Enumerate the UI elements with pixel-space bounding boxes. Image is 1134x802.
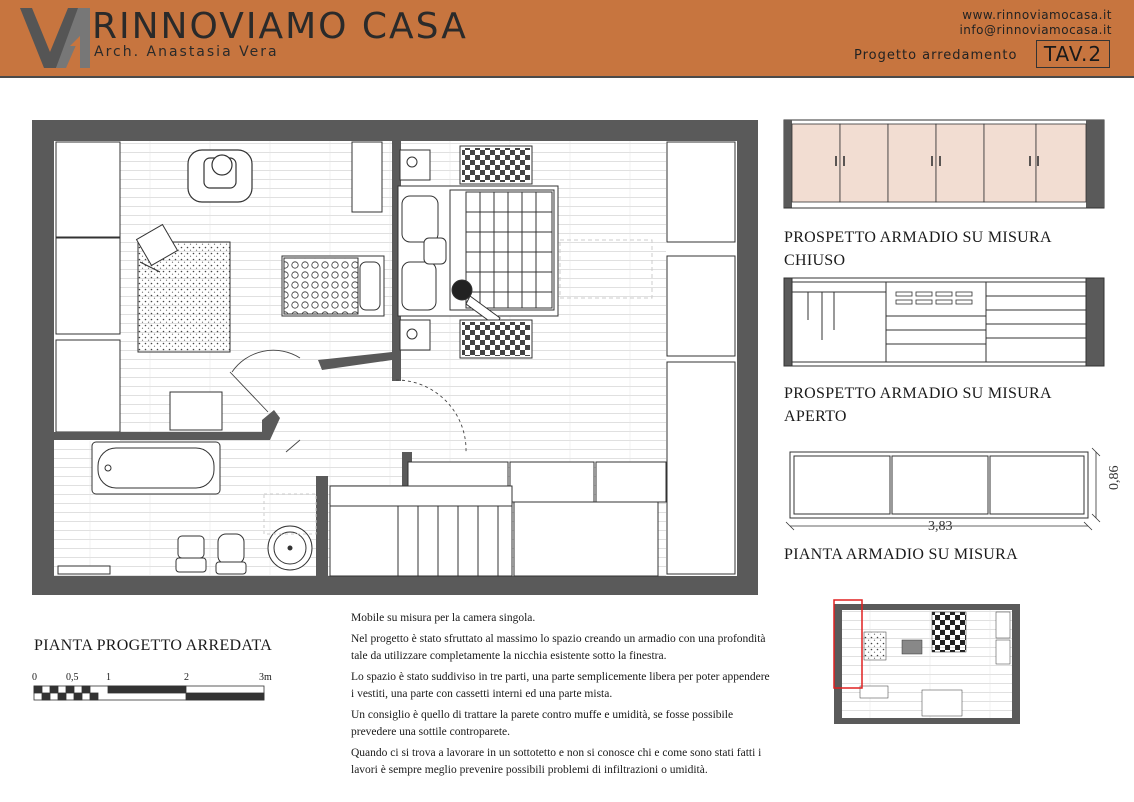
email-link[interactable]: info@rinnoviamocasa.it — [959, 23, 1112, 37]
bedside-rug-top — [460, 146, 532, 184]
wardrobe-plan — [786, 448, 1100, 530]
bidet — [216, 534, 246, 574]
website-link[interactable]: www.rinnoviamocasa.it — [962, 8, 1112, 22]
sheet-code: TAV.2 — [1036, 40, 1110, 68]
armchair — [188, 150, 252, 202]
description-paragraph: Lo spazio è stato suddiviso in tre parti, una parte semplicemente libera per poter appendere i vestiti, una parte con cassetti interni ed una parte mista. — [351, 671, 770, 700]
width-dimension: 3,83 — [928, 519, 953, 534]
scale-bar — [34, 686, 264, 700]
project-label: Progetto arredamento — [854, 48, 1018, 63]
bedside-rug-bottom — [460, 320, 532, 358]
description-paragraph: Un consiglio è quello di trattare la parete contro muffe e umidità, se fosse possibile prevedere una sottile controparete. — [351, 709, 734, 738]
staircase — [330, 486, 512, 576]
toilet — [176, 536, 206, 572]
open-elevation-label: PROSPETTO ARMADIO SU MISURA APERTO — [784, 385, 1052, 425]
wardrobe-plan-label: PIANTA ARMADIO SU MISURA — [784, 546, 1018, 563]
towel-rail — [58, 566, 110, 574]
sink — [268, 526, 312, 570]
desk — [352, 142, 382, 212]
console-table — [170, 392, 222, 430]
single-bed — [282, 256, 384, 316]
double-bed — [398, 186, 558, 326]
project-description — [351, 610, 771, 783]
brand-subtitle: Arch. Anastasia Vera — [94, 44, 279, 60]
left-closets — [56, 142, 120, 432]
nightstand-top — [400, 150, 430, 180]
description-paragraph: Quando ci si trova a lavorare in un sottotetto e non si conosce chi e come sono stati fatti i lavori è sempre meglio prevenire possibili problemi di infiltrazioni o umidità. — [351, 747, 762, 776]
closed-elevation-label: PROSPETTO ARMADIO SU MISURA CHIUSO — [784, 229, 1052, 269]
nightstand-bottom — [400, 320, 430, 350]
wardrobe-closed-elevation — [784, 120, 1104, 208]
depth-dimension: 0,86 — [1107, 465, 1122, 490]
brand-title: RINNOVIAMO CASA — [92, 6, 468, 47]
floor-plan-title: PIANTA PROGETTO ARREDATA — [34, 637, 273, 654]
key-plan — [834, 600, 1020, 724]
description-paragraph: Nel progetto è stato sfruttato al massimo lo spazio creando un armadio con una profondità tale da utilizzare completamente la nicchia esistente sotto la finestra. — [351, 633, 766, 662]
wardrobe-open-elevation — [784, 278, 1104, 366]
description-paragraph: Mobile su misura per la camera singola. — [351, 612, 536, 624]
bathtub — [92, 442, 220, 494]
